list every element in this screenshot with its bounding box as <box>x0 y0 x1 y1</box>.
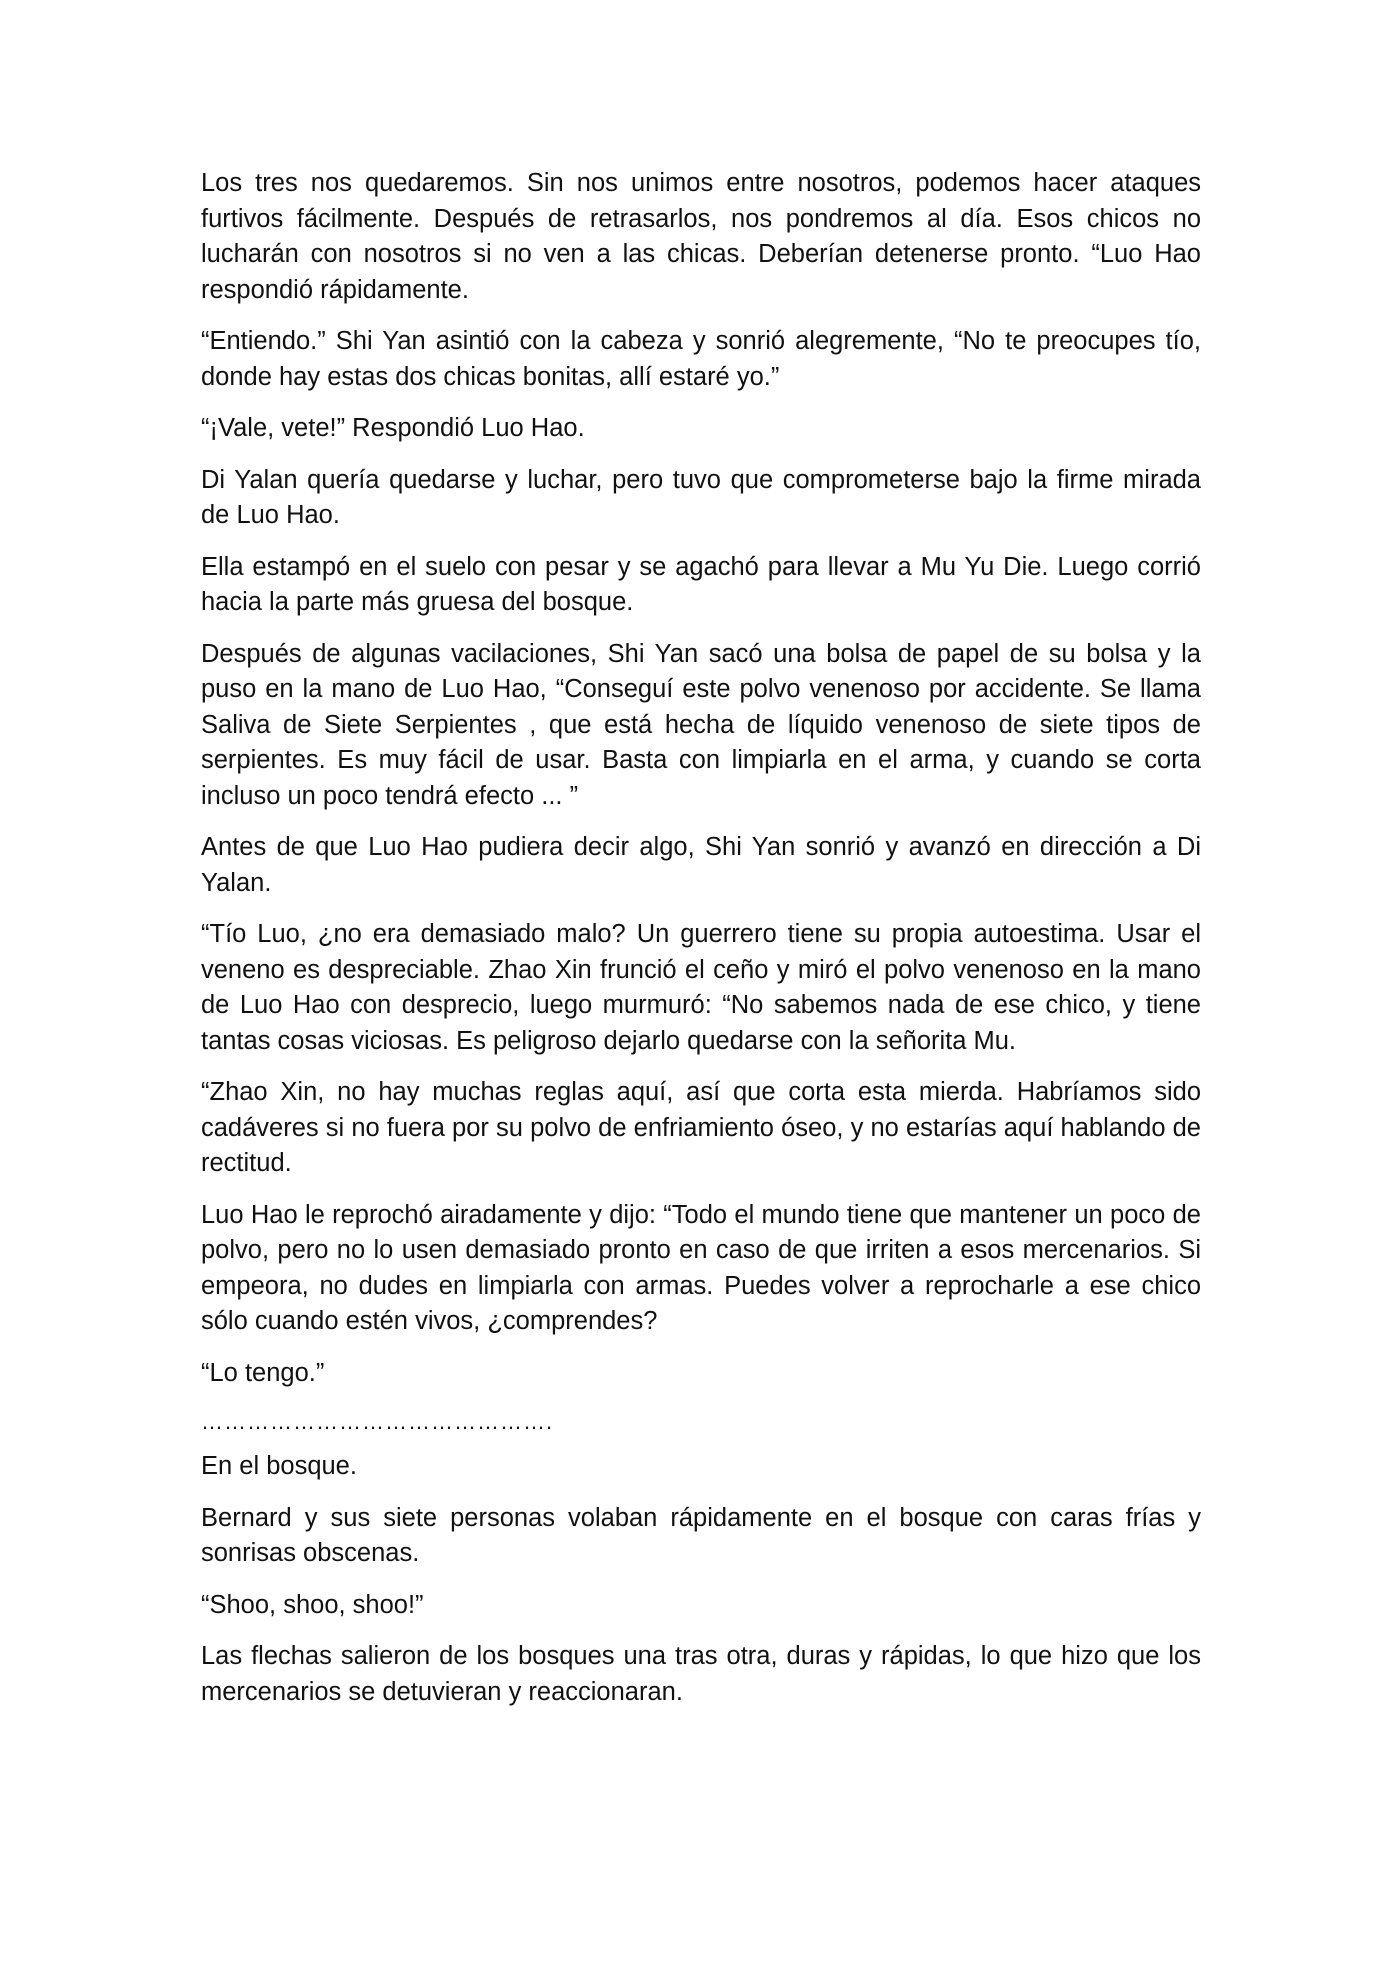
paragraph: Ella estampó en el suelo con pesar y se agachó para llevar a Mu Yu Die. Luego corrió hacia la parte más gruesa del bosque. <box>201 552 1201 616</box>
paragraph: Di Yalan quería quedarse y luchar, pero tuvo que comprometerse bajo la firme mirada de Luo Hao. <box>201 465 1201 529</box>
paragraph: “Shoo, shoo, shoo!” <box>201 1590 424 1619</box>
paragraph: “Tío Luo, ¿no era demasiado malo? Un guerrero tiene su propia autoestima. Usar el veneno es despreciable. Zhao Xin frunció el ceño y miró el polvo venenoso en la mano de Luo Hao con desprecio, luego murmuró: “No sabemos nada de ese chico, y tiene tantas cosas viciosas. Es peligroso dejarlo quedarse con la señorita Mu. <box>201 920 1201 1055</box>
paragraph: “Entiendo.” Shi Yan asintió con la cabeza y sonrió alegremente, “No te preocupes tío, donde hay estas dos chicas bonitas, allí estaré yo.” <box>201 327 1201 391</box>
paragraph: Las flechas salieron de los bosques una tras otra, duras y rápidas, lo que hizo que los mercenarios se detuvieran y reaccionaran. <box>201 1642 1201 1706</box>
paragraph: “¡Vale, vete!” Respondió Luo Hao. <box>201 414 585 442</box>
paragraph: En el bosque. <box>201 1452 357 1480</box>
paragraph: “Zhao Xin, no hay muchas reglas aquí, así que corta esta mierda. Habríamos sido cadáveres si no fuera por su polvo de enfriamiento óseo, y no estarías aquí hablando de rectitud. <box>201 1078 1201 1177</box>
paragraph: Los tres nos quedaremos. Sin nos unimos entre nosotros, podemos hacer ataques furtivos fácilmente. Después de retrasarlos, nos pondremos al día. Esos chicos no lucharán con nosotros si no ven a las chicas. Deberían detenerse pronto. “Luo Hao respondió rápidamente. <box>201 169 1201 304</box>
paragraph: Después de algunas vacilaciones, Shi Yan sacó una bolsa de papel de su bolsa y la puso en la mano de Luo Hao, “Conseguí este polvo venenoso por accidente. Se llama Saliva de Siete Serpientes , que está hecha de líquido venenoso de siete tipos de serpientes. Es muy fácil de usar. Basta con limpiarla en el arma, y cuando se corta incluso un poco tendrá efecto ... ” <box>201 639 1201 810</box>
document-body <box>201 166 1201 1726</box>
paragraph: Antes de que Luo Hao pudiera decir algo, Shi Yan sonrió y avanzó en dirección a Di Yalan. <box>201 833 1201 897</box>
paragraph: Bernard y sus siete personas volaban rápidamente en el bosque con caras frías y sonrisas obscenas. <box>201 1503 1201 1567</box>
paragraph: “Lo tengo.” <box>201 1358 325 1387</box>
paragraph: Luo Hao le reprochó airadamente y dijo: “Todo el mundo tiene que mantener un poco de polvo, pero no lo usen demasiado pronto en caso de que irriten a esos mercenarios. Si empeora, no dudes en limpiarla con armas. Puedes volver a reprocharle a ese chico sólo cuando estén vivos, ¿comprendes? <box>201 1200 1201 1335</box>
section-separator: ………………………………………. <box>201 1409 554 1434</box>
